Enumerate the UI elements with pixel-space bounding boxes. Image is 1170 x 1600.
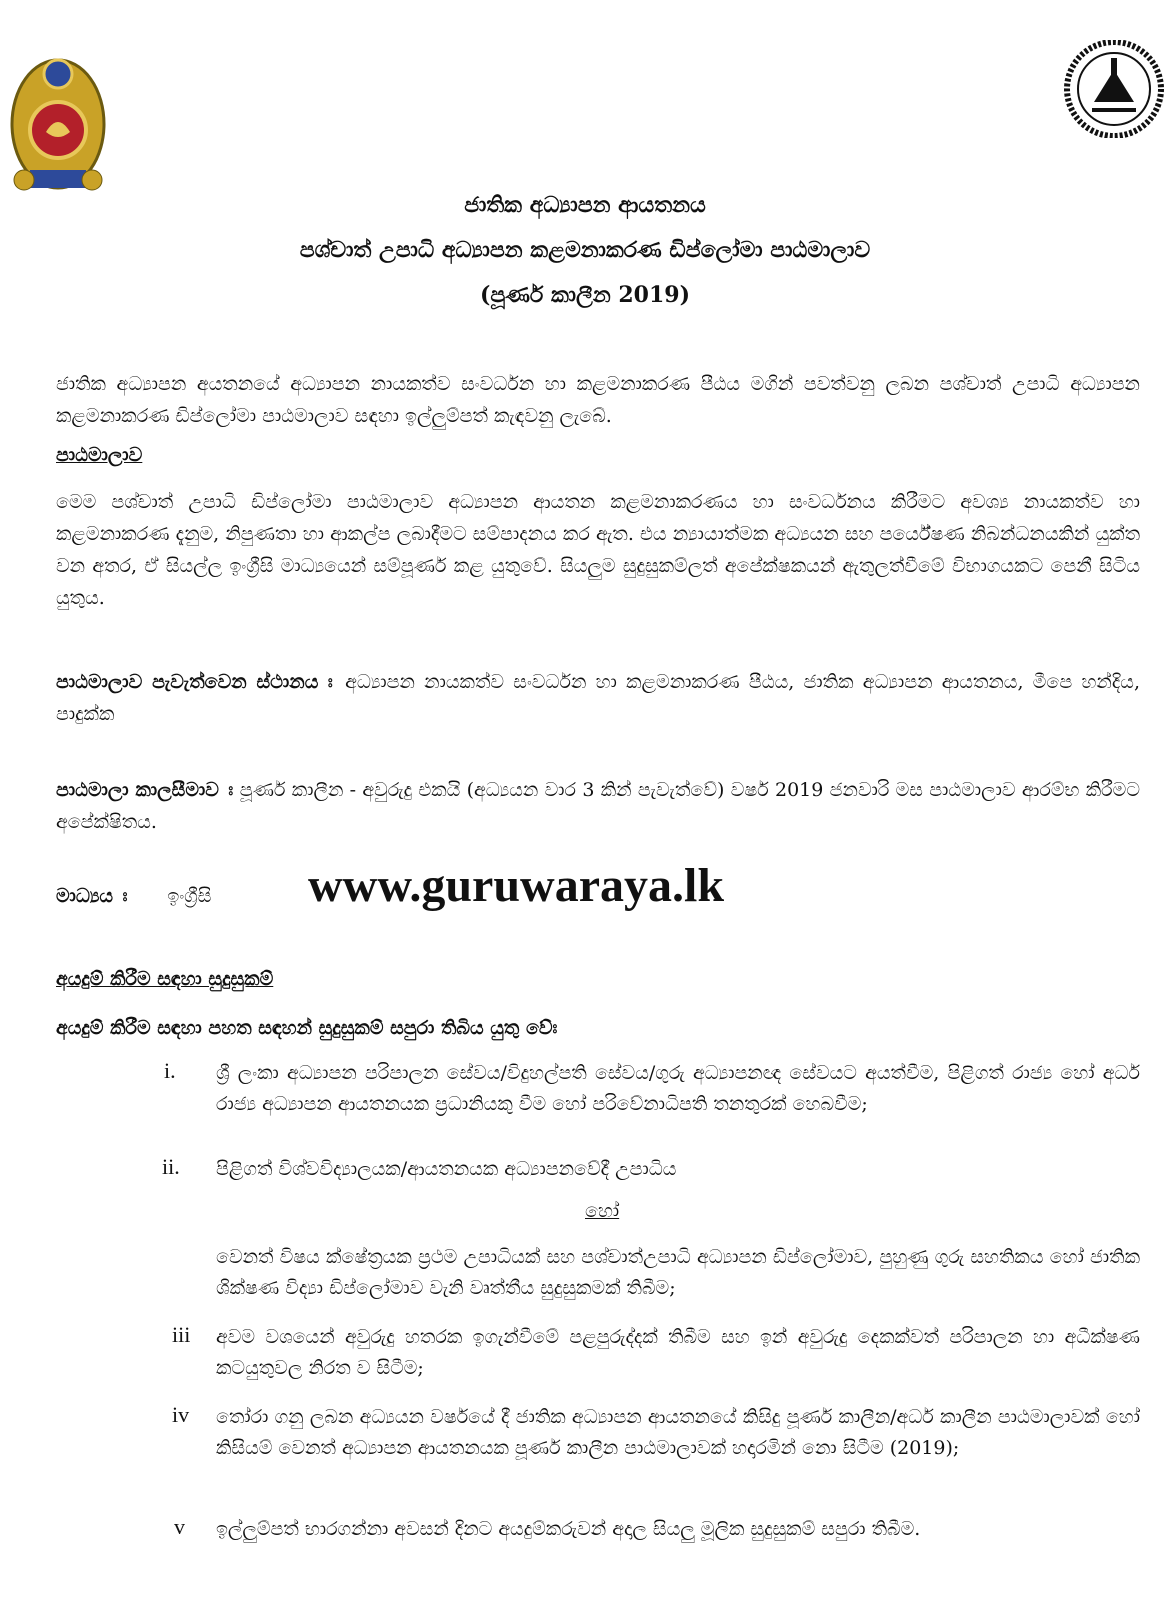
course-heading: පාඨමාලාව — [56, 444, 143, 466]
venue-paragraph — [56, 666, 1140, 730]
qualifications-heading: අයදුම් කිරීම සඳහා සුදුසුකම් — [56, 968, 274, 990]
course-subtitle: (පූර්ණ කාලීන 2019) — [479, 282, 690, 308]
qualification-item: පිළිගත් විශ්වවිද්‍යාලයක/ආයතනයක අධ්‍යාපනවේදී උපාධිය — [216, 1158, 677, 1180]
item-number: ii. — [162, 1154, 180, 1179]
qualification-item: ශ්‍රී ලංකා අධ්‍යාපන පරිපාලන සේවය/විදුහල්පති සේවය/ගුරු අධ්‍යාපනඥ සේවයට අයත්වීම, පිළිගත් රාජ්‍ය හෝ අර්ධ රාජ්‍ය අධ්‍යාපන ආයතනයක ප්‍රධානියකු වීම හෝ පරිවේනාධිපති තනතුරක් හෙබවීම; — [216, 1062, 1140, 1115]
item-number: iii — [172, 1322, 191, 1347]
course-paragraph: මෙම පශ්චාත් උපාධි ඩිප්ලෝමා පාඨමාලාව අධ්‍යාපන ආයතන කළමනාකරණය හා සංවර්ධනය කිරීමට අවශ්‍ය නායකත්ව හා කළමනාකරණ දැනුම, නිපුණතා හා ආකල්ප ලබාදීමට සම්පාදනය කර ඇත. එය න්‍යායාත්මක අධ්‍යයන සහ පර්යේෂණ නිබන්ධනයකින් යුක්ත වන අතර, ඒ සියල්ල ඉංග්‍රීසි මාධ්‍යයෙන් සම්පූර්ණ කළ යුතුවේ. සියලුම සුදුසුකම්ලත් අපේක්ෂකයන් ඇතුලත්වීමේ විභාගයකට පෙනී සිටිය යුතුය. — [56, 491, 1140, 609]
duration-text: පූර්ණ කාලීන - අවුරුදු එකයි (අධ්‍යයන වාර 3 කින් පැවැත්වේ) වර්ෂ 2019 ජනවාරි මස පාඨමාලාව ආරම්භ කිරීමට අපේක්ෂිතය. — [56, 779, 1140, 833]
or-divider: හෝ — [585, 1200, 620, 1222]
course-title: පශ්චාත් උපාධි අධ්‍යාපන කළමනාකරණ ඩිප්ලෝමා පාඨමාලාව — [299, 237, 871, 263]
qualification-item: අවම වශයෙන් අවුරුදු හතරක ඉගැන්වීමේ පළපුරුද්දක් තිබීම සහ ඉන් අවුරුදු දෙකක්වත් පරිපාලන හා අධීක්ෂණ කටයුතුවල නිරත ව සිටීම; — [216, 1326, 1140, 1379]
sri-lanka-emblem — [6, 52, 110, 202]
medium-label: මාධ්‍යය ඃ — [56, 885, 128, 907]
watermark: www.guruwaraya.lk — [308, 859, 725, 912]
qualification-item: වෙනත් විෂය ක්ෂේත්‍රයක ප්‍රථම උපාධියක් සහ පශ්චාත්උපාධි අධ්‍යාපන ඩිප්ලෝමාව, පුහුණු ගුරු සහතිකය හෝ ජාතික ශික්ෂණ විද්‍යා ඩිප්ලෝමාව වැනි වෘත්තීය සුදුසුකමක් තිබීම; — [216, 1246, 1140, 1299]
institution-title: ජාතික අධ්‍යාපන ආයතනය — [464, 192, 706, 218]
qualification-item: තෝරා ගනු ලබන අධ්‍යයන වර්ෂයේ දී ජාතික අධ්‍යාපන ආයතනයේ කිසිදු පූර්ණ කාලීන/අර්ධ කාලීන පාඨමාලාවක් හෝ කිසියම් වෙනත් අධ්‍යාපන ආයතනයක පූර්ණ කාලීන පාඨමාලාවක් හදාරමින් නො සිටීම (2019); — [216, 1406, 1140, 1459]
nie-seal — [1064, 40, 1164, 138]
item-number: i. — [164, 1058, 176, 1083]
intro-paragraph: ජාතික අධ්‍යාපන අයතනයේ අධ්‍යාපන නායකත්ව සංවර්ධන හා කළමනාකරණ පීඨය මගින් පවත්වනු ලබන පශ්චාත් උපාධි අධ්‍යාපන කළමනාකරණ ඩිප්ලෝමා පාඨමාලාව සඳහා ඉල්ලුම්පත් කැඳවනු ලැබේ. — [56, 373, 1140, 427]
item-number: iv — [172, 1402, 190, 1427]
duration-label: පාඨමාලා කාලසීමාව ඃ — [56, 779, 234, 801]
item-number: v — [174, 1514, 185, 1539]
venue-label: පාඨමාලාව පැවැත්වෙන ස්ථානය ඃ — [56, 671, 336, 693]
medium-value: ඉංග්‍රීසි — [167, 885, 212, 907]
qualification-item: ඉල්ලුම්පත් භාරගන්නා අවසන් දිනට අයදුම්කරුවන් අදාල සියලු මූලික සුදුසුකම් සපුරා තිබීම. — [216, 1518, 921, 1540]
venue-text: අධ්‍යාපන නායකත්ව සංවර්ධන හා කළමනාකරණ පීඨය, ජාතික අධ්‍යාපන ආයතනය, මීපෙ හන්දිය, පාදුක්ක — [56, 671, 1140, 725]
duration-paragraph — [56, 774, 1140, 838]
qualifications-subheading: අයදුම් කිරීම සඳහා පහත සඳහන් සුදුසුකම් සපුරා තිබිය යුතු වේඃ — [56, 1017, 558, 1039]
